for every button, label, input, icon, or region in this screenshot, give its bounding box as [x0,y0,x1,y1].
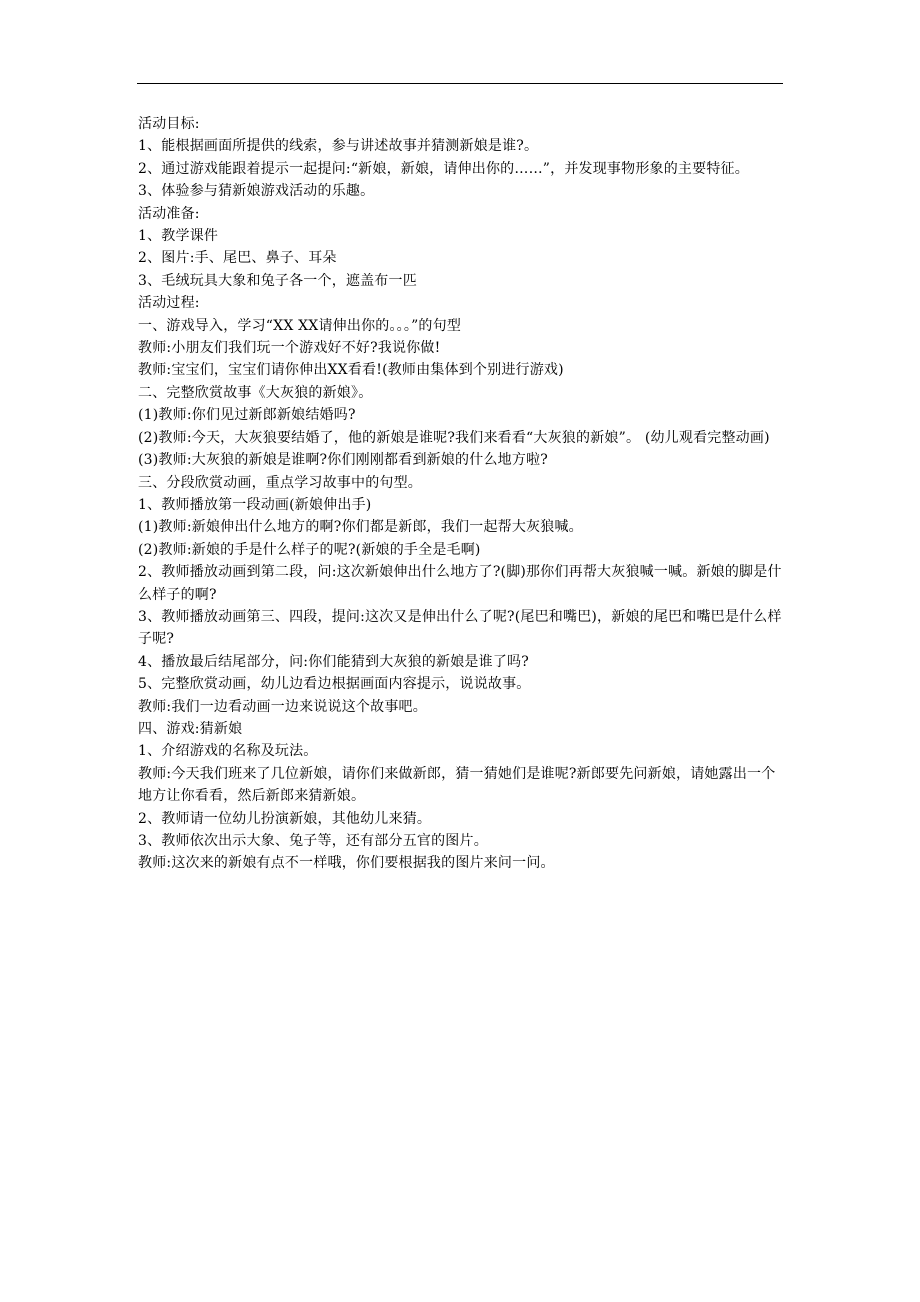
text-line: (2)教师:新娘的手是什么样子的呢?(新娘的手全是毛啊) [138,541,481,558]
text-line: 二、完整欣赏故事《大灰狼的新娘》。 [138,384,373,401]
text-line: (1)教师:你们见过新郎新娘结婚吗? [138,407,356,424]
text-line: (1)教师:新娘伸出什么地方的啊?你们都是新郎，我们一起帮大灰狼喊。 [138,519,583,536]
text-line: 四、游戏:猜新娘 [138,720,243,737]
text-line: 教师:这次来的新娘有点不一样哦，你们要根据我的图片来问一问。 [138,855,555,872]
section-heading-process: 活动过程: [138,295,200,312]
text-line: 1、教学课件 [138,228,219,245]
text-line: 1、教师播放第一段动画(新娘伸出手) [138,496,372,513]
text-line: 4、播放最后结尾部分，问:你们能猜到大灰狼的新娘是谁了吗? [138,653,529,670]
text-line: 教师:我们一边看动画一边来说说这个故事吧。 [138,698,427,715]
text-line: 3、体验参与猜新娘游戏活动的乐趣。 [138,183,375,200]
header-rule [137,83,783,84]
document-body [138,113,788,875]
text-line: 教师:今天我们班来了几位新娘，请你们来做新郎，猜一猜她们是谁呢?新郎要先问新娘，请她露出一个地方让你看看，然后新郎来猜新娘。 [138,765,776,805]
text-line: 2、图片:手、尾巴、鼻子、耳朵 [138,250,337,267]
text-line: (2)教师:今天，大灰狼要结婚了，他的新娘是谁呢?我们来看看“大灰狼的新娘”。 (幼儿观看完整动画) [138,429,770,446]
text-line: 教师:宝宝们，宝宝们请你伸出XX看看!(教师由集体到个别进行游戏) [138,362,564,379]
text-line: 教师:小朋友们我们玩一个游戏好不好?我说你做! [138,340,441,357]
text-line: 1、介绍游戏的名称及玩法。 [138,743,318,760]
text-line: 3、毛绒玩具大象和兔子各一个，遮盖布一匹 [138,272,417,289]
text-line: 2、教师播放动画到第二段，问:这次新娘伸出什么地方了?(脚)那你们再帮大灰狼喊一喊。新娘的脚是什么样子的啊? [138,564,782,603]
text-line: 2、通过游戏能跟着提示一起提问:“新娘，新娘，请伸出你的……”，并发现事物形象的主要特征。 [138,160,749,177]
text-line: 3、教师播放动画第三、四段，提问:这次又是伸出什么了呢?(尾巴和嘴巴)，新娘的尾巴和嘴巴是什么样子呢? [138,608,782,648]
section-heading-goals: 活动目标: [138,116,200,132]
text-line: 3、教师依次出示大象、兔子等，还有部分五官的图片。 [138,833,488,849]
text-line: (3)教师:大灰狼的新娘是谁啊?你们刚刚都看到新娘的什么地方啦? [138,452,548,469]
text-line: 三、分段欣赏动画，重点学习故事中的句型。 [138,474,422,491]
text-line: 一、游戏导入，学习“XX XX请伸出你的。。。”的句型 [138,317,462,334]
text-line: 1、能根据画面所提供的线索，参与讲述故事并猜测新娘是谁?。 [138,138,539,155]
text-line: 2、教师请一位幼儿扮演新娘，其他幼儿来猜。 [138,810,432,827]
text-line: 5、完整欣赏动画，幼儿边看边根据画面内容提示，说说故事。 [138,676,531,693]
section-heading-preparation: 活动准备: [138,205,200,222]
